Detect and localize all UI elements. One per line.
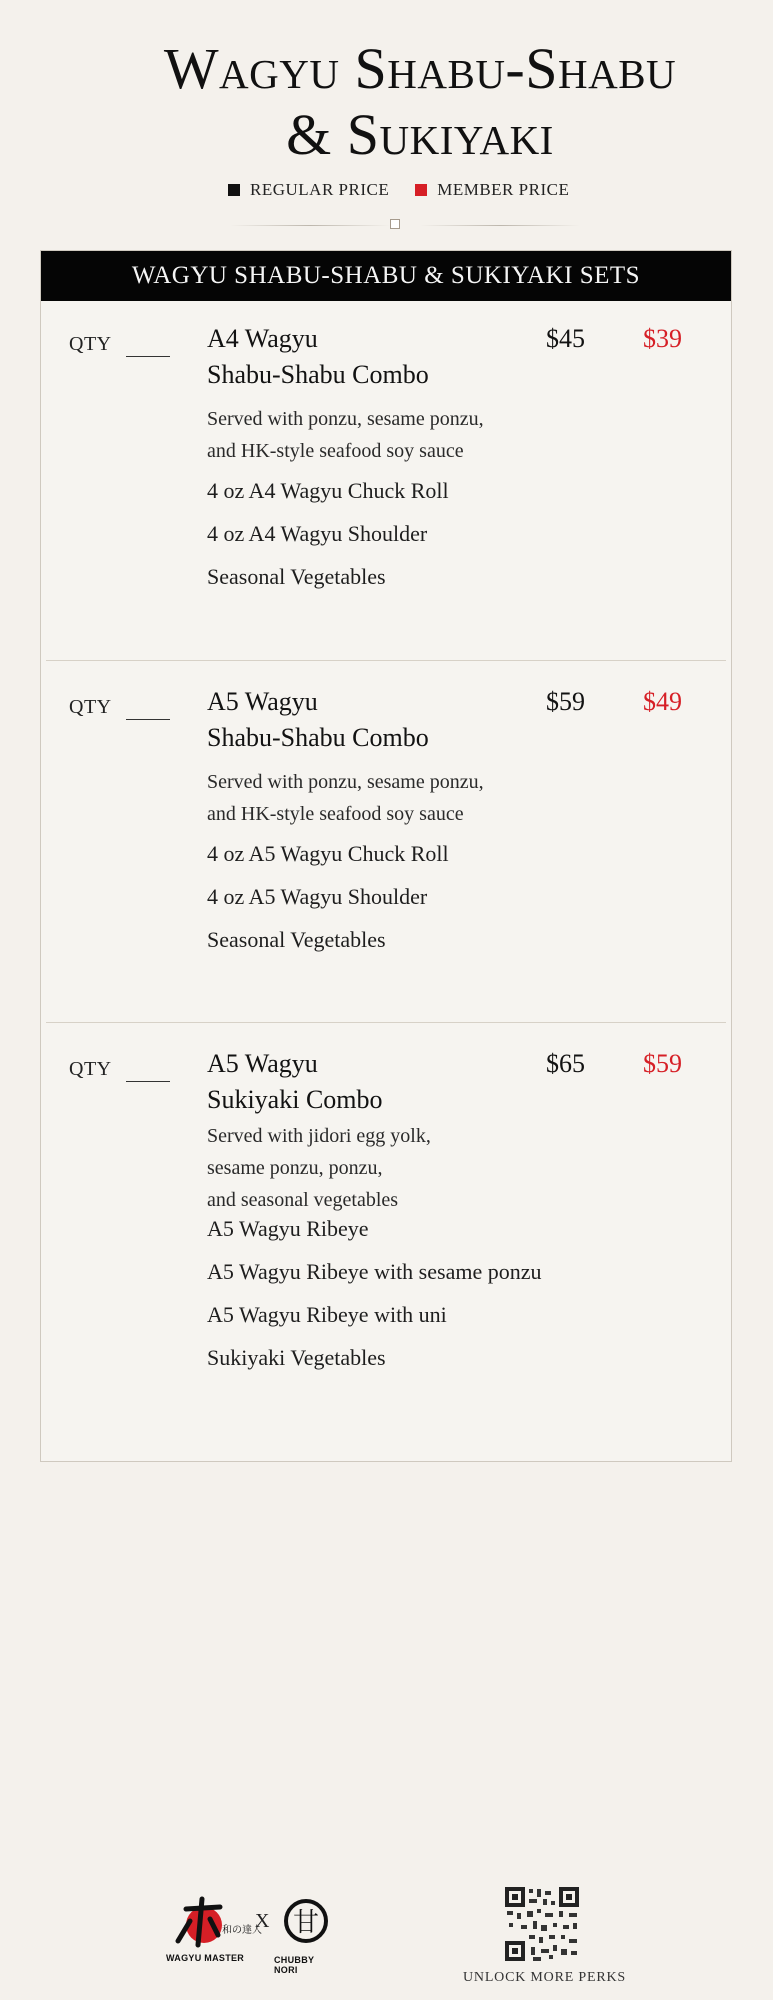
item-name-line2: Sukiyaki Combo <box>207 1085 383 1114</box>
ornament-divider-right <box>420 225 580 226</box>
item-description-line: Served with jidori egg yolk, <box>207 1125 431 1147</box>
item-content: Seasonal Vegetables <box>207 564 386 589</box>
qr-code-icon <box>503 1885 581 1963</box>
legend-regular <box>228 180 389 200</box>
chubby-nori-logo <box>270 1893 340 1975</box>
item-name-line1: A4 Wagyu <box>207 324 318 353</box>
legend-regular-label: REGULAR PRICE <box>250 180 390 199</box>
price-legend <box>228 180 569 200</box>
collab-separator: X <box>255 1910 270 1932</box>
item-name-line1: A5 Wagyu <box>207 1049 318 1078</box>
chubby-nori-logo-icon <box>270 1893 340 1953</box>
member-price: $39 <box>643 324 682 353</box>
item-content: 4 oz A5 Wagyu Shoulder <box>207 884 428 909</box>
item-content: 4 oz A5 Wagyu Chuck Roll <box>207 841 449 866</box>
item-content: 4 oz A4 Wagyu Chuck Roll <box>207 478 449 503</box>
regular-price: $65 <box>546 1049 585 1078</box>
item-description-line: and seasonal vegetables <box>207 1189 399 1211</box>
wagyu-master-kanji: 和の達人 <box>222 1925 262 1936</box>
item-name-line2: Shabu-Shabu Combo <box>207 723 429 752</box>
item-name <box>207 321 507 393</box>
wagyu-master-logo <box>166 1895 262 1965</box>
page-title-line2: & Sukiyaki <box>286 102 554 167</box>
regular-price-swatch <box>228 184 240 196</box>
item-content: A5 Wagyu Ribeye <box>207 1216 369 1241</box>
item-description-line: and HK-style seafood soy sauce <box>207 803 464 825</box>
item-description-line: and HK-style seafood soy sauce <box>207 440 464 462</box>
item-name-line1: A5 Wagyu <box>207 687 318 716</box>
item-content: A5 Wagyu Ribeye with sesame ponzu <box>207 1259 542 1284</box>
member-price: $59 <box>643 1049 682 1078</box>
section-title: WAGYU SHABU-SHABU & SUKIYAKI SETS <box>131 262 641 289</box>
item-description <box>207 766 627 830</box>
qty-input-line[interactable] <box>126 719 170 720</box>
item-separator <box>46 1022 726 1023</box>
page-title-line1: Wagyu Shabu-Shabu <box>163 36 677 101</box>
item-name <box>207 1046 507 1118</box>
item-content: A5 Wagyu Ribeye with uni <box>207 1302 447 1327</box>
item-description <box>207 1120 627 1216</box>
qty-label: QTY <box>69 333 112 355</box>
item-name-line2: Shabu-Shabu Combo <box>207 360 429 389</box>
qty-input-line[interactable] <box>126 1081 170 1082</box>
item-content: Sukiyaki Vegetables <box>207 1345 386 1370</box>
wagyu-master-caption: WAGYU MASTER <box>166 1953 245 1963</box>
legend-member <box>415 180 569 200</box>
chubby-nori-glyph: 甘 <box>292 1908 320 1938</box>
qr-code[interactable] <box>503 1885 581 1963</box>
section-header <box>41 251 731 301</box>
legend-member-label: MEMBER PRICE <box>437 180 570 199</box>
item-description <box>207 403 627 467</box>
item-content: Seasonal Vegetables <box>207 927 386 952</box>
chubby-nori-caption: CHUBBY NORI <box>274 1955 315 1975</box>
page-title <box>140 36 700 168</box>
qty-input-line[interactable] <box>126 356 170 357</box>
item-description-line: Served with ponzu, sesame ponzu, <box>207 771 484 793</box>
member-price: $49 <box>643 687 682 716</box>
member-price-swatch <box>415 184 427 196</box>
item-separator <box>46 660 726 661</box>
ornament-divider-left <box>230 225 390 226</box>
item-description-line: sesame ponzu, ponzu, <box>207 1157 383 1179</box>
qr-caption: UNLOCK MORE PERKS <box>463 1970 626 1985</box>
regular-price: $59 <box>546 687 585 716</box>
menu-section-card <box>40 250 732 1462</box>
item-name <box>207 684 507 756</box>
regular-price: $45 <box>546 324 585 353</box>
ornament-square <box>390 219 400 229</box>
item-description-line: Served with ponzu, sesame ponzu, <box>207 408 484 430</box>
qty-label: QTY <box>69 1058 112 1080</box>
qty-label: QTY <box>69 696 112 718</box>
item-content: 4 oz A4 Wagyu Shoulder <box>207 521 428 546</box>
